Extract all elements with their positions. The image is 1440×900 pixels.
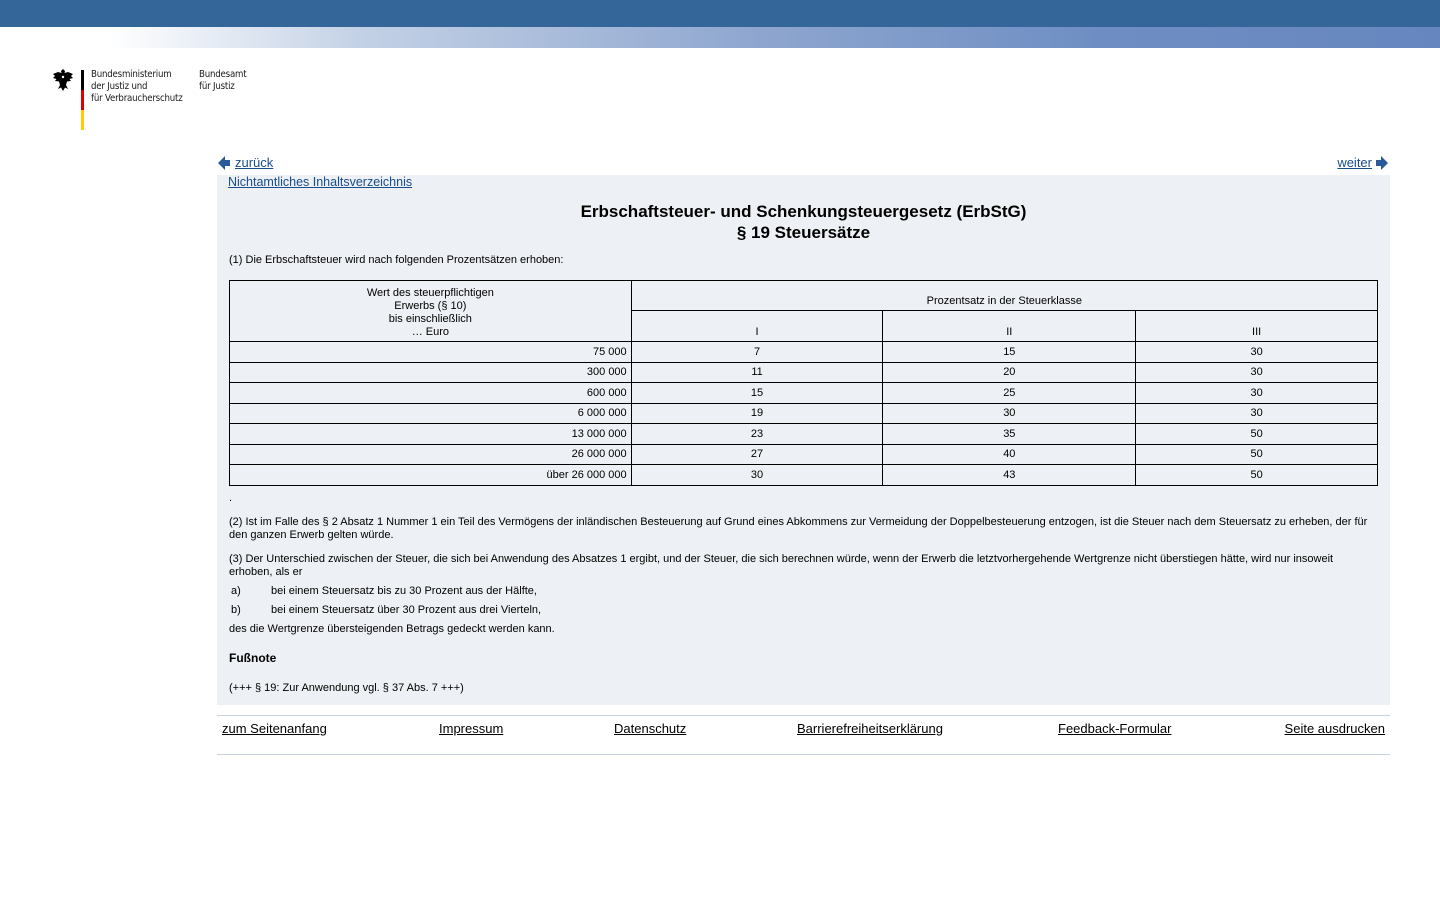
footnote-text: (+++ § 19: Zur Anwendung vgl. § 37 Abs. 7 +++) <box>229 682 464 694</box>
footnote-heading: Fußnote <box>229 651 277 665</box>
footer-top-link[interactable]: zum Seitenanfang <box>222 721 327 736</box>
list-item-a: a) bei einem Steuersatz bis zu 30 Prozent aus der Hälfte, <box>231 585 537 597</box>
class-i-header: I <box>631 311 883 342</box>
footer-feedback-link[interactable]: Feedback-Formular <box>1058 721 1172 736</box>
header-gradient-bar <box>0 27 1440 48</box>
rate-cell: 30 <box>1136 362 1378 383</box>
paragraph-2: (2) Ist im Falle des § 2 Absatz 1 Nummer 1 ein Teil des Vermögens der inländischen Besteuerung auf Grund eines Abkommens zur Vermeidung der Doppelbesteuerung entzogen, ist die Steuer nach dem Steuersatz zu erheben, der für den ganzen Erwerb gelten würde. <box>229 516 1368 541</box>
value-column-header: Wert des steuerpflichtigen Erwerbs (§ 10) bis einschließlich … Euro <box>230 281 632 342</box>
tax-class-header: Prozentsatz in der Steuerklasse <box>631 281 1377 311</box>
rate-cell: 15 <box>631 383 883 404</box>
rate-cell: 30 <box>631 465 883 486</box>
ministry-name: Bundesministerium der Justiz und für Verbraucherschutz <box>91 69 183 104</box>
german-flag-stripe <box>81 70 84 130</box>
rate-cell: 40 <box>883 444 1136 465</box>
rate-cell: 15 <box>883 342 1136 363</box>
rate-cell: 30 <box>1136 403 1378 424</box>
value-cell: 600 000 <box>230 383 632 404</box>
rate-cell: 19 <box>631 403 883 424</box>
table-header-row <box>230 281 1378 311</box>
value-cell: 300 000 <box>230 362 632 383</box>
value-cell: 75 000 <box>230 342 632 363</box>
table-row <box>230 444 1378 465</box>
footer-print-link[interactable]: Seite ausdrucken <box>1284 721 1385 736</box>
arrow-right-icon[interactable] <box>1376 156 1388 170</box>
law-content-panel <box>217 175 1390 705</box>
back-link-container <box>218 155 273 170</box>
office-name: Bundesamt für Justiz <box>199 69 247 92</box>
footer-accessibility-link[interactable]: Barrierefreiheitserklärung <box>797 721 943 736</box>
rate-cell: 20 <box>883 362 1136 383</box>
value-cell: 13 000 000 <box>230 424 632 445</box>
rate-cell: 50 <box>1136 444 1378 465</box>
paragraph-1: (1) Die Erbschaftsteuer wird nach folgenden Prozentsätzen erhoben: <box>229 254 564 266</box>
rate-cell: 27 <box>631 444 883 465</box>
page-title: Erbschaftsteuer- und Schenkungsteuergesetz (ErbStG) § 19 Steuersätze <box>580 202 1027 242</box>
ministry-logo[interactable] <box>52 68 252 132</box>
list-item-b: b) bei einem Steuersatz über 30 Prozent aus drei Vierteln, <box>231 604 542 616</box>
rate-cell: 30 <box>883 403 1136 424</box>
tax-rate-table <box>229 280 1378 486</box>
arrow-left-icon[interactable] <box>218 156 230 170</box>
rate-cell: 23 <box>631 424 883 445</box>
table-row <box>230 424 1378 445</box>
value-cell: über 26 000 000 <box>230 465 632 486</box>
next-link-container <box>1337 155 1388 170</box>
class-ii-header: II <box>883 311 1136 342</box>
next-link[interactable]: weiter <box>1337 155 1372 170</box>
header-bar <box>0 0 1440 27</box>
rate-cell: 30 <box>1136 383 1378 404</box>
rate-cell: 35 <box>883 424 1136 445</box>
table-row <box>230 383 1378 404</box>
rate-cell: 25 <box>883 383 1136 404</box>
toc-link[interactable]: Nichtamtliches Inhaltsverzeichnis <box>228 175 413 189</box>
table-row <box>230 362 1378 383</box>
footer-nav <box>217 715 1390 755</box>
rate-cell: 30 <box>1136 342 1378 363</box>
paragraph-3: (3) Der Unterschied zwischen der Steuer, die sich bei Anwendung des Absatzes 1 ergibt, und der Steuer, die sich berechnen würde, wenn der Erwerb die letztvorhergehende Wertgrenze nicht überstiegen hätte, wird nur insoweit erhoben, als er <box>229 553 1334 578</box>
value-cell: 6 000 000 <box>230 403 632 424</box>
value-cell: 26 000 000 <box>230 444 632 465</box>
footer-imprint-link[interactable]: Impressum <box>439 721 504 736</box>
paragraph-3-end: des die Wertgrenze übersteigenden Betrags gedeckt werden kann. <box>229 623 555 635</box>
rate-cell: 50 <box>1136 424 1378 445</box>
back-link[interactable]: zurück <box>235 155 274 170</box>
rate-cell: 50 <box>1136 465 1378 486</box>
rate-cell: 11 <box>631 362 883 383</box>
table-row <box>230 465 1378 486</box>
class-iii-header: III <box>1136 311 1378 342</box>
rate-cell: 7 <box>631 342 883 363</box>
footer-privacy-link[interactable]: Datenschutz <box>614 721 687 736</box>
table-end-dot: . <box>229 492 233 504</box>
federal-eagle-icon <box>52 68 74 92</box>
table-row <box>230 342 1378 363</box>
rate-cell: 43 <box>883 465 1136 486</box>
table-row <box>230 403 1378 424</box>
